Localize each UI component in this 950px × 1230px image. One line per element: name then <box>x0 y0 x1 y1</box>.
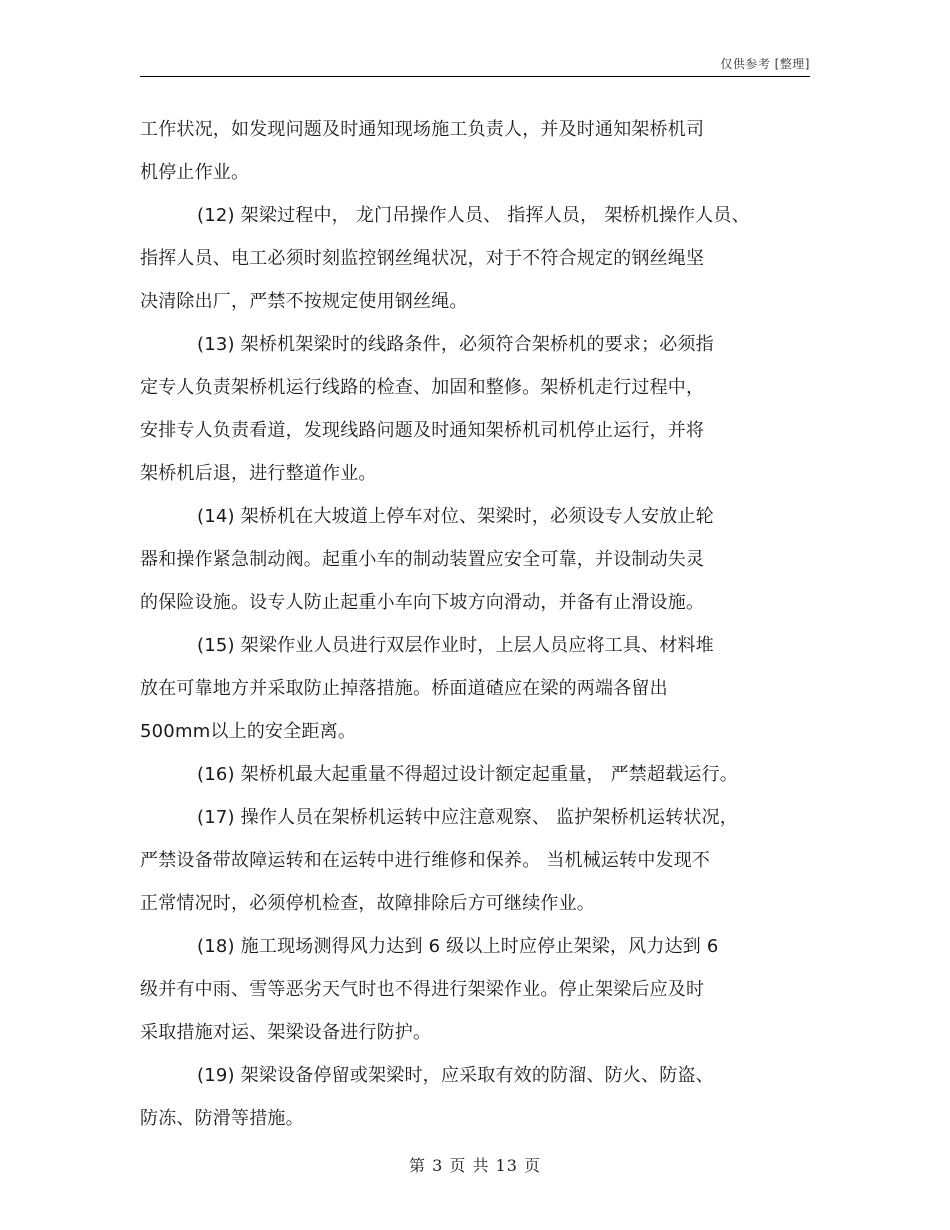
text-line: 定专人负责架桥机运行线路的检查、加固和整修。架桥机走行过程中， <box>140 377 705 398</box>
paragraph-18-start: (18) 施工现场测得风力达到 6 级以上时应停止架梁，风力达到 6 <box>197 936 719 957</box>
paragraph-13-start: (13) 架桥机架梁时的线路条件，必须符合架桥机的要求；必须指 <box>197 334 714 355</box>
paragraph-17-start: (17) 操作人员在架桥机运转中应注意观察、 监护架桥机运转状况， <box>197 807 738 828</box>
body-text <box>140 108 810 1140</box>
paragraph-15-start: (15) 架梁作业人员进行双层作业时，上层人员应将工具、材料堆 <box>197 635 714 656</box>
text-line: 正常情况时，必须停机检查，故障排除后方可继续作业。 <box>140 893 595 914</box>
text-line: 架桥机后退，进行整道作业。 <box>140 463 377 484</box>
text-line: 机停止作业。 <box>140 162 250 183</box>
paragraph-19-start: (19) 架梁设备停留或架梁时，应采取有效的防溜、防火、防盗、 <box>197 1065 714 1086</box>
text-line: 决清除出厂，严禁不按规定使用钢丝绳。 <box>140 291 468 312</box>
text-line: 的保险设施。设专人防止起重小车向下坡方向滑动，并备有止滑设施。 <box>140 592 705 613</box>
text-line: 严禁设备带故障运转和在运转中进行维修和保养。 当机械运转中发现不 <box>140 850 711 871</box>
text-line: 500mm以上的安全距离。 <box>140 721 357 742</box>
text-line: 器和操作紧急制动阀。起重小车的制动装置应安全可靠，并设制动失灵 <box>140 549 705 570</box>
header-rule <box>140 76 810 77</box>
text-line: 采取措施对运、架梁设备进行防护。 <box>140 1022 432 1043</box>
text-line: 指挥人员、电工必须时刻监控钢丝绳状况，对于不符合规定的钢丝绳坚 <box>140 248 705 269</box>
text-line: 安排专人负责看道，发现线路问题及时通知架桥机司机停止运行，并将 <box>140 420 705 441</box>
paragraph-12-start: (12) 架梁过程中， 龙门吊操作人员、 指挥人员， 架桥机操作人员、 <box>197 205 750 226</box>
paragraph-16-start: (16) 架桥机最大起重量不得超过设计额定起重量， 严禁超载运行。 <box>197 764 738 785</box>
text-line: 放在可靠地方并采取防止掉落措施。桥面道碴应在梁的两端各留出 <box>140 678 668 699</box>
text-line: 工作状况，如发现问题及时通知现场施工负责人，并及时通知架桥机司 <box>140 119 705 140</box>
page-footer: 第 3 页 共 13 页 <box>409 1156 541 1175</box>
page-header: 仅供参考 [整理] <box>720 57 810 71</box>
text-line: 级并有中雨、雪等恶劣天气时也不得进行架梁作业。停止架梁后应及时 <box>140 979 705 1000</box>
text-line: 防冻、防滑等措施。 <box>140 1108 304 1129</box>
paragraph-14-start: (14) 架桥机在大坡道上停车对位、架梁时，必须设专人安放止轮 <box>197 506 714 527</box>
